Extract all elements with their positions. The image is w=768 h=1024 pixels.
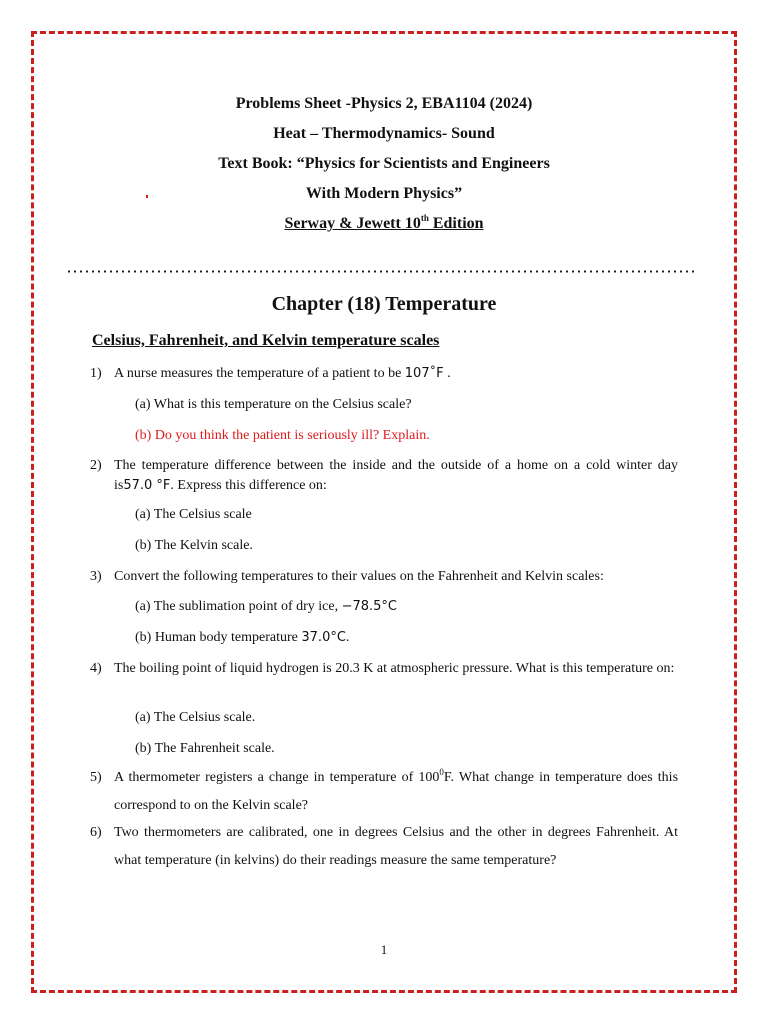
textbook-title: Text Book: “Physics for Scientists and Engineers xyxy=(218,155,550,172)
textbook-authors: Serway & Jewett 10th Edition xyxy=(284,213,484,232)
temperature-value: 37.0°C xyxy=(301,630,346,645)
temperature-value: 57.0 °F xyxy=(123,478,171,493)
section-title: Celsius, Fahrenheit, and Kelvin temperature scales xyxy=(92,332,440,349)
question-3-part-b: (b) Human body temperature 37.0°C. xyxy=(135,630,350,645)
textbook-title-continued: With Modern Physics” xyxy=(305,185,463,202)
question-2-part-b: (b) The Kelvin scale. xyxy=(135,538,253,553)
question-4-part-b: (b) The Fahrenheit scale. xyxy=(135,741,275,756)
sheet-subtitle: Heat – Thermodynamics- Sound xyxy=(273,125,495,142)
question-number: 5) xyxy=(90,770,102,785)
question-2-part-a: (a) The Celsius scale xyxy=(135,507,252,522)
question-4-part-a: (a) The Celsius scale. xyxy=(135,710,256,725)
stray-mark xyxy=(146,195,148,198)
question-1-part-b: (b) Do you think the patient is seriously ill? Explain. xyxy=(135,428,430,443)
question-1: 1) A nurse measures the temperature of a patient to be 107˚F . xyxy=(90,364,678,384)
temperature-value: 107˚F xyxy=(404,366,444,381)
question-3-part-a: (a) The sublimation point of dry ice, −78.5°C xyxy=(135,599,398,614)
question-number: 3) xyxy=(90,569,102,584)
chapter-title: Chapter (18) Temperature xyxy=(271,293,497,315)
page-number: 1 xyxy=(380,942,388,957)
question-6: 6) Two thermometers are calibrated, one in degrees Celsius and the other in degrees Fahrenheit. At what temperature (in kelvins) do their readings measure the same temperature? xyxy=(90,825,678,868)
question-2: 2) The temperature difference between the inside and the outside of a home on a cold winter day is57.0 °F. Express this difference on: xyxy=(90,458,678,493)
question-4: 4) The boiling point of liquid hydrogen is 20.3 K at atmospheric pressure. What is this temperature on: xyxy=(90,659,678,679)
dotted-divider xyxy=(66,270,694,273)
question-number: 2) xyxy=(90,458,102,473)
question-5: 5) A thermometer registers a change in temperature of $100^0F$. What change in temperature does this correspond to on the Kelvin scale? xyxy=(90,767,679,813)
question-number: 6) xyxy=(90,825,102,840)
question-number: 1) xyxy=(90,366,102,381)
question-number: 4) xyxy=(90,661,102,676)
sheet-title: Problems Sheet -Physics 2, EBA1104 (2024) xyxy=(235,95,533,112)
temperature-value: −78.5°C xyxy=(341,599,398,614)
question-3: 3) Convert the following temperatures to their values on the Fahrenheit and Kelvin scales: xyxy=(90,567,678,587)
question-1-part-a: (a) What is this temperature on the Celsius scale? xyxy=(135,397,412,412)
